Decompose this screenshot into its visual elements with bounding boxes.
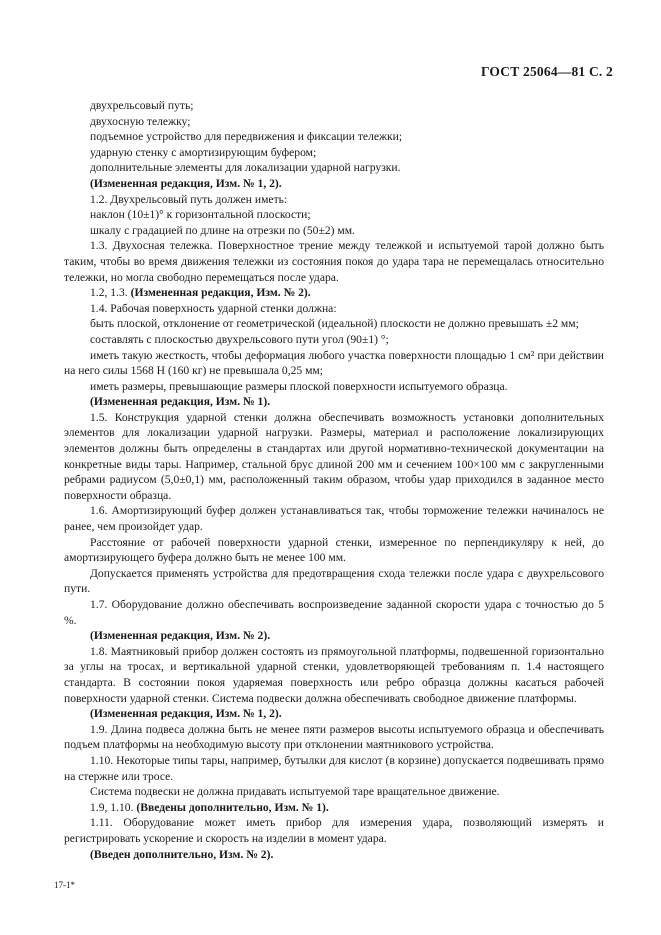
paragraph (64, 394, 604, 410)
paragraph-text: 1.9. Длина подвеса должна быть не менее пяти размеров высоты испытуемого образца и обеспечивать подъем платформы на необходимую высоту при отклонении маятникового устройства. (64, 722, 604, 752)
paragraph-text: быть плоской, отклонение от геометрической (идеальной) плоскости не должно превышать ±2 мм; (90, 317, 579, 331)
paragraph (64, 535, 604, 566)
paragraph (64, 706, 604, 722)
paragraph (64, 644, 604, 706)
page-header: ГОСТ 25064—81 С. 2 (480, 64, 613, 79)
paragraph (64, 98, 604, 114)
amendment-note: (Измененная редакция, Изм. № 1, 2). (90, 176, 282, 190)
paragraph (64, 566, 604, 597)
paragraph (64, 301, 604, 317)
paragraph (64, 784, 604, 800)
paragraph (64, 628, 604, 644)
paragraph-text: подъемное устройство для передвижения и фиксации тележки; (90, 130, 403, 144)
paragraph (64, 847, 604, 863)
paragraph-text: 1.8. Маятниковый прибор должен состоять из прямоугольной платформы, подвешенной горизонтально за углы на тросах, и вертикальной ударной стенки, удовлетворяющей требованиям п. 1.4 настоящего стандарта. В состоянии покоя ударяемая поверхность или ребро образца должны касаться рабочей поверхности ударной стенки. Система подвески должна обеспечивать свободное движение платформы. (64, 644, 604, 705)
paragraph-text: двухосную тележку; (90, 114, 191, 128)
paragraph-text: наклон (10±1)° к горизонтальной плоскости; (90, 208, 311, 222)
paragraph-text: 1.4. Рабочая поверхность ударной стенки должна: (90, 301, 337, 315)
paragraph (64, 176, 604, 192)
paragraph-text: Расстояние от рабочей поверхности ударной стенки, измеренное по перпендикуляру к ней, до амортизирующего буфера должно быть не менее 100 мм. (64, 535, 604, 565)
paragraph (64, 160, 604, 176)
amendment-note: (Введены дополнительно, Изм. № 1). (136, 800, 329, 814)
paragraph (64, 223, 604, 239)
paragraph-text: Допускается применять устройства для предотвращения схода тележки после удара с двухрельсового пути. (64, 566, 604, 596)
amendment-note: (Измененная редакция, Изм. № 2). (130, 286, 311, 300)
paragraph-text: 1.2. Двухрельсовый путь должен иметь: (90, 192, 288, 206)
amendment-note: (Введен дополнительно, Изм. № 2). (90, 847, 274, 861)
paragraph (64, 114, 604, 130)
paragraph (64, 316, 604, 332)
paragraph (64, 503, 604, 534)
amendment-note: (Измененная редакция, Изм. № 2). (90, 629, 271, 643)
paragraph-prefix: 1.2, 1.3. (90, 286, 131, 300)
paragraph-text: 1.6. Амортизирующий буфер должен устанавливаться так, чтобы торможение тележки начиналось не ранее, чем произойдет удар. (64, 504, 604, 534)
paragraph-text: 1.11. Оборудование может иметь прибор для измерения удара, позволяющий измерять и регистрировать ускорение и скорость на изделии в момент удара. (64, 816, 604, 845)
paragraph-text: составлять с плоскостью двухрельсового пути угол (90±1) °; (90, 332, 389, 346)
paragraph (64, 285, 604, 301)
page-footer-mark: 17-1* (54, 880, 75, 890)
paragraph-text: 1.10. Некоторые типы тары, например, бутылки для кислот (в корзине) допускается подвешивать прямо на стержне или тросе. (64, 753, 604, 783)
paragraph-prefix: 1.9, 1.10. (90, 800, 137, 814)
paragraph (64, 238, 604, 285)
paragraph-text: иметь такую жесткость, чтобы деформация любого участка поверхности площадью 1 см² при действии на него силы 1568 Н (160 кг) не превышала 0,25 мм; (64, 348, 604, 378)
paragraph-text: двухрельсовый путь; (90, 99, 194, 112)
paragraph (64, 192, 604, 208)
paragraph (64, 145, 604, 161)
paragraph (64, 379, 604, 395)
paragraph-text: 1.3. Двухосная тележка. Поверхностное трение между тележкой и испытуемой тарой должно быть таким, чтобы во время движения тележки из состояния покоя до удара тара не перемещалась относительно тележки, но могла свободно перемещаться после удара. (64, 239, 604, 284)
paragraph-text: 1.7. Оборудование должно обеспечивать воспроизведение заданной скорости удара с точностью до 5 %. (64, 598, 604, 627)
paragraph (64, 722, 604, 753)
paragraph-text: иметь размеры, превышающие размеры плоской поверхности испытуемого образца. (90, 379, 508, 393)
paragraph (64, 753, 604, 784)
paragraph (64, 129, 604, 145)
paragraph (64, 348, 604, 379)
paragraph-text: дополнительные элементы для локализации ударной нагрузки. (90, 161, 401, 175)
amendment-note: (Измененная редакция, Изм. № 1, 2). (90, 707, 282, 721)
paragraph-text: 1.5. Конструкция ударной стенки должна обеспечивать возможность установки дополнительных элементов для локализации ударной нагрузки. Размеры, материал и расположение локализирующих элементов должны быть определены в стандартах или другой нормативно-технической документации на конкретные виды тары. Например, стальной брус длиной 200 мм и сечением 100×100 мм с закругленными ребрами радиусом (5,0±0,1) мм, расположенный таким образом, чтобы удар приходился в заданное место поверхности образца. (64, 410, 604, 502)
paragraph-text: Система подвески не должна придавать испытуемой таре вращательное движение. (90, 785, 500, 799)
paragraph (64, 597, 604, 628)
paragraph (64, 800, 604, 816)
paragraph (64, 815, 604, 846)
paragraph-text: ударную стенку с амортизирующим буфером; (90, 145, 317, 159)
paragraph (64, 410, 604, 504)
amendment-note: (Измененная редакция, Изм. № 1). (90, 395, 271, 409)
paragraph-text: шкалу с градацией по длине на отрезки по (50±2) мм. (90, 223, 355, 237)
paragraph (64, 207, 604, 223)
paragraph (64, 332, 604, 348)
document-body (64, 98, 604, 862)
